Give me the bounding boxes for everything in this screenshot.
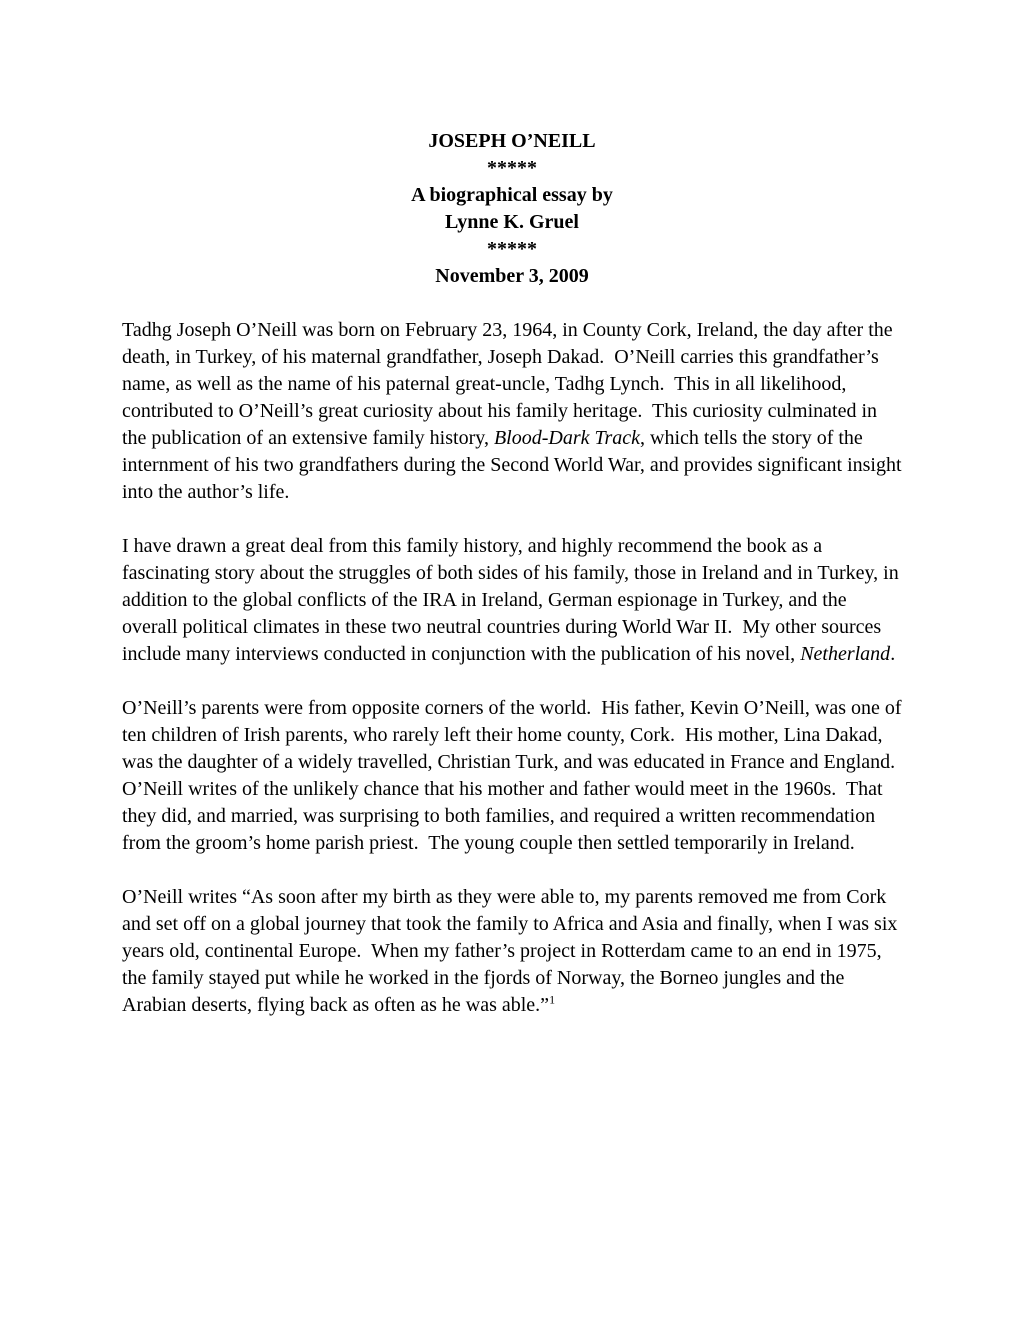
document-body [122, 317, 907, 1019]
paragraph [122, 695, 907, 857]
body-text: O’Neill writes “As soon after my birth as they were able to, my parents removed me from Cork and set off on a global journey that took the family to Africa and Asia and finally, when I was six years old, continental Europe. When my father’s project in Rotterdam came to an end in 1975, the family stayed put while he worked in the fjords of Norway, the Borneo jungles and the Arabian deserts, flying back as often as he was able.” [122, 886, 903, 1016]
italic-text: Netherland [800, 643, 891, 665]
document-byline: A biographical essay by [411, 184, 613, 206]
document-header [122, 128, 902, 290]
italic-text: Blood-Dark Track [493, 427, 641, 449]
document-date: November 3, 2009 [435, 265, 589, 287]
paragraph [122, 884, 902, 1019]
document-author: Lynne K. Gruel [445, 211, 579, 233]
body-text: . [890, 643, 896, 665]
header-stars-top: ***** [487, 157, 537, 179]
body-text: I have drawn a great deal from this family history, and highly recommend the book as a fascinating story about the struggles of both sides of his family, those in Ireland and in Turkey, in addition to the global conflicts of the IRA in Ireland, German espionage in Turkey, and the overall political climates in these two neutral countries during World War II. My other sources include many interviews conducted in conjunction with the publication of his novel, [122, 535, 904, 665]
paragraph [122, 317, 907, 506]
footnote-marker: 1 [549, 992, 556, 1007]
header-stars-bottom: ***** [487, 238, 537, 260]
body-text: , which tells the story of the internment of his two grandfathers during the Second World War, and provides significant insight into the author’s life. [122, 427, 907, 503]
document-title: JOSEPH O’NEILL [428, 130, 596, 152]
paragraph [122, 533, 902, 668]
body-text: Tadhg Joseph O’Neill was born on February 23, 1964, in County Cork, Ireland, the day after the death, in Turkey, of his maternal grandfather, Joseph Dakad. O’Neill carries this grandfather’s name, as well as the name of his paternal great-uncle, Tadhg Lynch. This in all likelihood, contributed to O’Neill’s great curiosity about his family heritage. This curiosity culminated in the publication of an extensive family history, [122, 319, 898, 449]
body-text: O’Neill’s parents were from opposite corners of the world. His father, Kevin O’Neill, was one of ten children of Irish parents, who rarely left their home county, Cork. His mother, Lina Dakad, was the daughter of a widely travelled, Christian Turk, and was educated in France and England. O’Neill writes of the unlikely chance that his mother and father would meet in the 1960s. That they did, and married, was surprising to both families, and required a written recommendation from the groom’s home parish priest. The young couple then settled temporarily in Ireland. [122, 697, 907, 854]
